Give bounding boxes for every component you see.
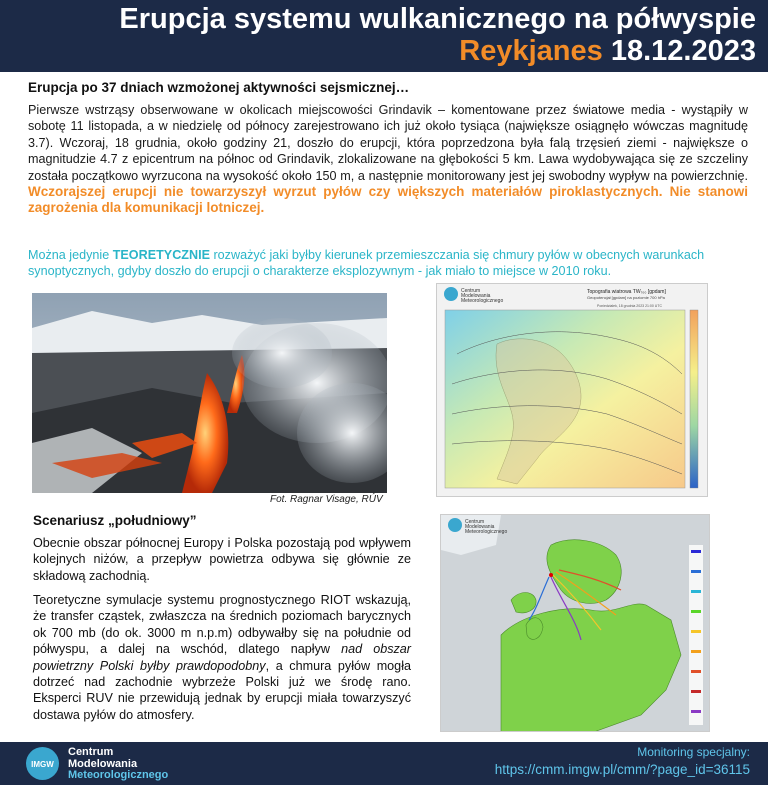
monitoring-label: Monitoring specjalny: — [637, 745, 750, 759]
title-date: 18.12.2023 — [610, 35, 756, 67]
note-before: Można jedynie — [28, 248, 113, 262]
map1-date: Poniedziałek, 18 grudnia 2023 21:00 UTC — [597, 304, 662, 308]
monitoring-link[interactable]: https://cmm.imgw.pl/cmm/?page_id=36115 — [494, 762, 750, 777]
imgw-logo-icon — [26, 747, 59, 780]
logo-label: IMGW — [31, 760, 54, 769]
org-line3: Meteorologicznego — [68, 769, 169, 781]
org-name — [68, 747, 168, 782]
scenario-paragraph-2 — [33, 592, 411, 723]
intro-text: Pierwsze wstrząsy obserwowane w okolicach miejscowości Grindavik – komentowane przez światowe media - wystąpiły w sobotę 11 listopada, a w niedzielę od północy zarejestrowano ich już około tysiąca (największe osiągnęło wówczas magnitudę 3.7). Wczoraj, 18 grudnia, około godziny 21, doszło do erupcji, która poprzedzona była falą trzęsień ziemi - największe o magnitudzie 4.7 z epicentrum na północ od Grindavik, zlokalizowane na głębokości 5 km. Lawa wydobywająca się ze szczeliny została początkowo wyrzucona na wysokość około 150 m, a następnie monitorowany jest jej swobodny wypływ na powierzchnię. — [28, 103, 748, 183]
map1-org-line2: Modelowania — [461, 293, 491, 299]
page-title-line1: Erupcja systemu wulkanicznego na półwyspie — [119, 3, 756, 35]
intro-highlight: Wczorajszej erupcji nie towarzyszył wyrzut pyłów czy większych materiałów piroklastycznych. Nie stanowi zagrożenia dla komunikacji lotniczej. — [28, 184, 748, 216]
cmm-logo-icon-2 — [448, 518, 462, 532]
footer-bar — [0, 742, 768, 785]
note-after: rozważyć jaki byłby kierunek przemieszczania się chmury pyłów w obecnych warunkach synoptycznych, gdyby doszło do erupcji o charakterze eksplozywnym - jak miało to miejsce w 2010 roku. — [28, 248, 705, 279]
eruption-photo — [32, 293, 387, 493]
geopotential-map — [436, 283, 708, 497]
cmm-logo-icon — [444, 287, 458, 301]
map2-org-line3: Meteorologicznego — [465, 529, 508, 535]
map2-org-line2: Modelowania — [465, 524, 495, 530]
org-line2: Modelowania — [68, 757, 138, 770]
scenario-p2-b: , a chmura pyłów mogła dotrzeć nad zachodnie wybrzeże Polski już we środę rano. Eksperci RUV nie przewidują jednak by erupcji miała towarzyszyć dostawa pyłów do atmosfery. — [33, 658, 411, 722]
map1-org-line1: Centrum — [461, 288, 481, 294]
map2-org-line1: Centrum — [465, 519, 485, 525]
map1-subtitle: Geopotencjał [gpdam] na poziomie 700 hPa — [587, 295, 665, 300]
header-banner — [0, 0, 768, 72]
scenario-paragraph-1: Obecnie obszar północnej Europy i Polska pozostają pod wpływem kolejnych niżów, a przepływ powietrza odbywa się głównie ze składową zachodnią. — [33, 536, 411, 583]
source-marker — [549, 573, 553, 577]
org-line1: Centrum — [68, 746, 114, 758]
trajectory-map — [440, 514, 710, 732]
theoretical-note — [28, 247, 748, 280]
lead-heading: Erupcja po 37 dniach wzmożonej aktywności sejsmicznej… — [28, 80, 410, 95]
intro-paragraph — [28, 102, 748, 217]
page-title-line2 — [459, 35, 756, 68]
scenario-title: Scenariusz „południowy” — [33, 513, 197, 528]
scenario-p2-emphasis: nad obszar powietrzny Polski byłby prawdopodobny — [33, 642, 411, 673]
title-place: Reykjanes — [459, 35, 603, 67]
map1-title: Topografia wiatrowa TW₇₀₀ [gpdam] — [587, 289, 666, 295]
scenario-p2-a: Teoretyczne symulacje systemu prognostycznego RIOT wskazują, że transfer cząstek, zwłaszcza na średnich poziomach barycznych ok 700 mb (do ok. 3000 m n.p.m) odbywałby się na południe od półwyspu, a dalej na wschód, dlatego napływ — [33, 593, 411, 657]
map1-org-line3: Meteorologicznego — [461, 298, 504, 304]
photo-credit: Fot. Ragnar Visage, RÚV — [270, 494, 383, 505]
note-bold: TEORETYCZNIE — [112, 248, 210, 262]
